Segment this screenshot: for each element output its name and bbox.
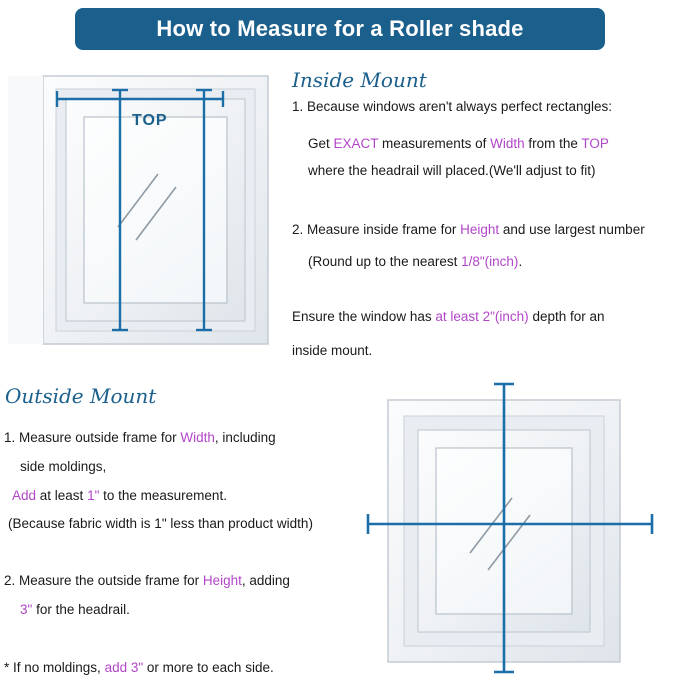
text-fragment: 2. Measure inside frame for	[292, 222, 461, 237]
inside-mount-line-2	[308, 134, 609, 154]
outside-mount-line-2	[20, 457, 106, 477]
text-fragment: or more to each side.	[143, 660, 274, 675]
inside-mount-line-3	[308, 161, 595, 181]
inside-mount-line-7	[292, 341, 372, 361]
highlight-at-least-two-inch: at least 2"(inch)	[435, 309, 529, 324]
outside-mount-line-6	[20, 600, 130, 620]
text-fragment: , adding	[241, 573, 290, 588]
inside-mount-line-5	[308, 252, 522, 272]
inside-mount-line-4	[292, 220, 645, 240]
outside-mount-line-5	[4, 571, 290, 591]
outside-mount-line-4	[8, 514, 313, 534]
text-fragment: * If no moldings,	[4, 660, 105, 675]
inside-mount-window-diagram	[8, 62, 278, 347]
highlight-add-three-inch: add 3"	[104, 660, 144, 675]
highlight-top: TOP	[581, 136, 609, 151]
text-fragment: inside mount.	[292, 343, 373, 358]
text-fragment: and use largest number	[499, 222, 645, 237]
text-fragment: measurements of	[378, 136, 491, 151]
text-fragment: 1. Because windows aren't always perfect rectangles:	[292, 99, 612, 114]
text-fragment: for the headrail.	[32, 602, 130, 617]
text-fragment: , including	[214, 430, 276, 445]
text-fragment: Ensure the window has	[292, 309, 436, 324]
text-fragment: where the headrail will placed.(We'll adjust to fit)	[308, 163, 596, 178]
text-fragment: at least	[36, 488, 88, 503]
text-fragment: depth for an	[528, 309, 605, 324]
page-title-banner	[75, 8, 605, 50]
highlight-exact: EXACT	[333, 136, 379, 151]
highlight-width: Width	[490, 136, 525, 151]
inside-mount-line-6	[292, 307, 605, 327]
outside-mount-line-1	[4, 428, 276, 448]
outside-mount-footnote	[4, 658, 274, 678]
text-fragment: .	[518, 254, 523, 269]
highlight-height: Height	[202, 573, 242, 588]
inside-mount-line-1	[292, 97, 612, 117]
highlight-width: Width	[180, 430, 215, 445]
text-fragment: (Because fabric width is 1" less than product width)	[8, 516, 313, 531]
text-fragment: from the	[524, 136, 582, 151]
highlight-add: Add	[12, 488, 37, 503]
outside-mount-window-diagram	[360, 378, 660, 678]
page-title: How to Measure for a Roller shade	[156, 16, 524, 41]
text-fragment: 1. Measure outside frame for	[4, 430, 181, 445]
highlight-one-inch: 1"	[87, 488, 100, 503]
inside-mount-heading: Inside Mount	[292, 68, 427, 92]
highlight-three-inch: 3"	[20, 602, 33, 617]
top-label: TOP	[132, 112, 168, 129]
outside-mount-heading: Outside Mount	[5, 384, 157, 408]
highlight-height: Height	[460, 222, 500, 237]
text-fragment: to the measurement.	[99, 488, 227, 503]
text-fragment: 2. Measure the outside frame for	[4, 573, 203, 588]
text-fragment: Get	[308, 136, 334, 151]
text-fragment: side moldings,	[20, 459, 107, 474]
text-fragment: (Round up to the nearest	[308, 254, 462, 269]
outside-mount-line-3	[12, 486, 227, 506]
highlight-eighth-inch: 1/8"(inch)	[461, 254, 519, 269]
